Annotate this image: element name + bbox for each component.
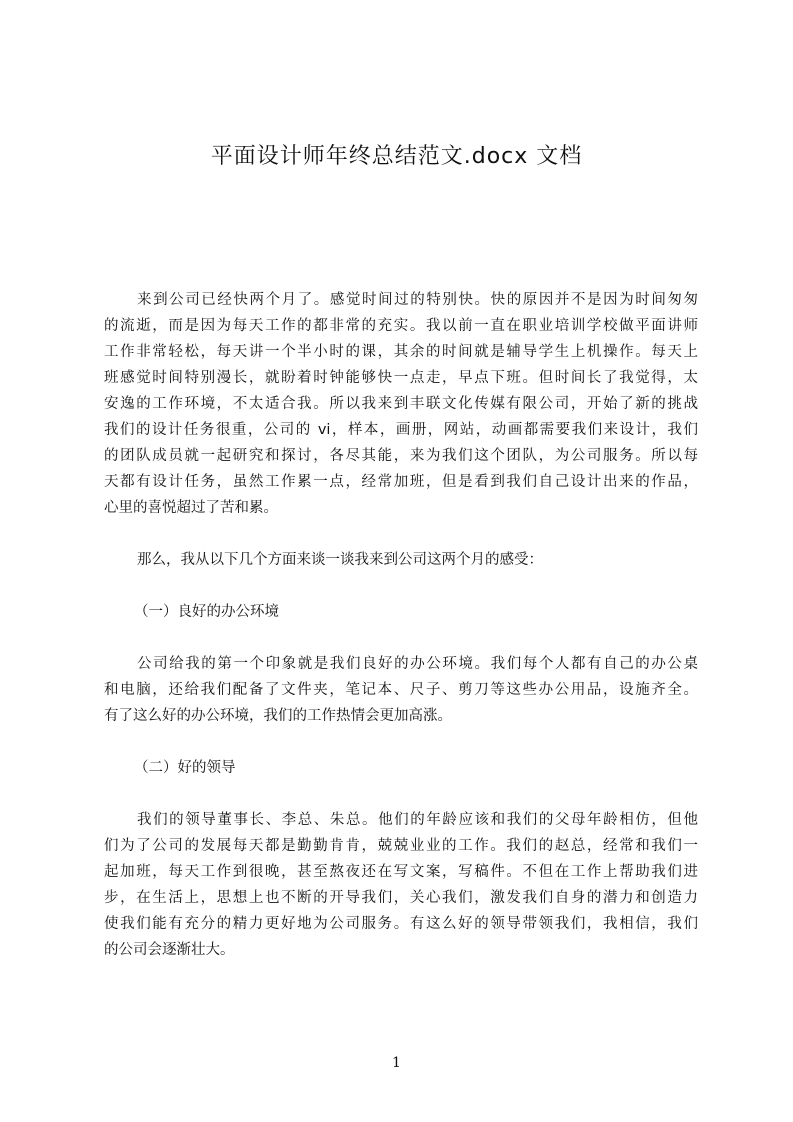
paragraph-line: 班感觉时间特别漫长，就盼着时钟能够快一点走，早点下班。但时间长了我觉得，太 bbox=[104, 370, 698, 386]
paragraph-leaders bbox=[104, 807, 698, 963]
paragraph-line: 工作非常轻松，每天讲一个半小时的课，其余的时间就是辅导学生上机操作。每天上 bbox=[104, 344, 698, 360]
paragraph-spacer bbox=[104, 625, 698, 651]
paragraph-line: 我们的领导董事长、李总、朱总。他们的年龄应该和我们的父母年龄相仿，但他 bbox=[137, 812, 698, 828]
paragraph-line: 们为了公司的发展每天都是勤勤肯肯，兢兢业业的工作。我们的赵总，经常和我们一 bbox=[104, 838, 698, 854]
page-number: 1 bbox=[392, 1055, 401, 1071]
paragraph-line: 使我们能有充分的精力更好地为公司服务。有这么好的领导带领我们，我相信，我们 bbox=[104, 916, 698, 932]
section-heading-office: （一）良好的办公环境 bbox=[134, 604, 279, 620]
paragraph-line: 的流逝，而是因为每天工作的都非常的充实。我以前一直在职业培训学校做平面讲师 bbox=[104, 318, 698, 334]
paragraph-line: 安逸的工作环境，不太适合我。所以我来到丰联文化传媒有限公司，开始了新的挑战 bbox=[104, 396, 698, 412]
paragraph-line: 步，在生活上，思想上也不断的开导我们，关心我们，激发我们自身的潜力和创造力 bbox=[104, 890, 698, 906]
paragraph-line: 有了这么好的办公环境，我们的工作热情会更加高涨。 bbox=[104, 708, 452, 724]
paragraph-spacer bbox=[104, 521, 698, 547]
paragraph-line: 和电脑，还给我们配备了文件夹，笔记本、尺子、剪刀等这些办公用品，设施齐全。 bbox=[104, 682, 698, 698]
paragraph-line: 天都有设计任务，虽然工作累一点，经常加班，但是看到我们自己设计出来的作品， bbox=[104, 474, 698, 490]
paragraph-spacer bbox=[104, 781, 698, 807]
paragraph-office bbox=[104, 651, 698, 729]
paragraph-line: 起加班，每天工作到很晚，甚至熬夜还在写文案，写稿件。不但在工作上帮助我们进 bbox=[104, 864, 698, 880]
paragraph-line: 的团队成员就一起研究和探讨，各尽其能，来为我们这个团队，为公司服务。所以每 bbox=[104, 448, 698, 464]
paragraph-line: 我们的设计任务很重，公司的 vi，样本，画册，网站，动画都需要我们来设计，我们 bbox=[104, 422, 698, 438]
paragraph-line: 来到公司已经快两个月了。感觉时间过的特别快。快的原因并不是因为时间匆匆 bbox=[137, 292, 698, 308]
paragraph-line: 那么，我从以下几个方面来谈一谈我来到公司这两个月的感受： bbox=[137, 552, 543, 568]
paragraph-line: 心里的喜悦超过了苦和累。 bbox=[104, 500, 278, 516]
paragraph-line: 公司给我的第一个印象就是我们良好的办公环境。我们每个人都有自己的办公桌 bbox=[137, 656, 698, 672]
paragraph-overview bbox=[104, 547, 698, 573]
section-heading-leaders: （二）好的领导 bbox=[134, 760, 236, 776]
paragraph-spacer bbox=[104, 729, 698, 755]
paragraph-spacer bbox=[104, 573, 698, 599]
paragraph-intro bbox=[104, 287, 698, 521]
document-body bbox=[104, 287, 698, 963]
document-title: 平面设计师年终总结范文.docx 文档 bbox=[210, 144, 583, 169]
paragraph-line: 的公司会逐渐壮大。 bbox=[104, 942, 235, 958]
